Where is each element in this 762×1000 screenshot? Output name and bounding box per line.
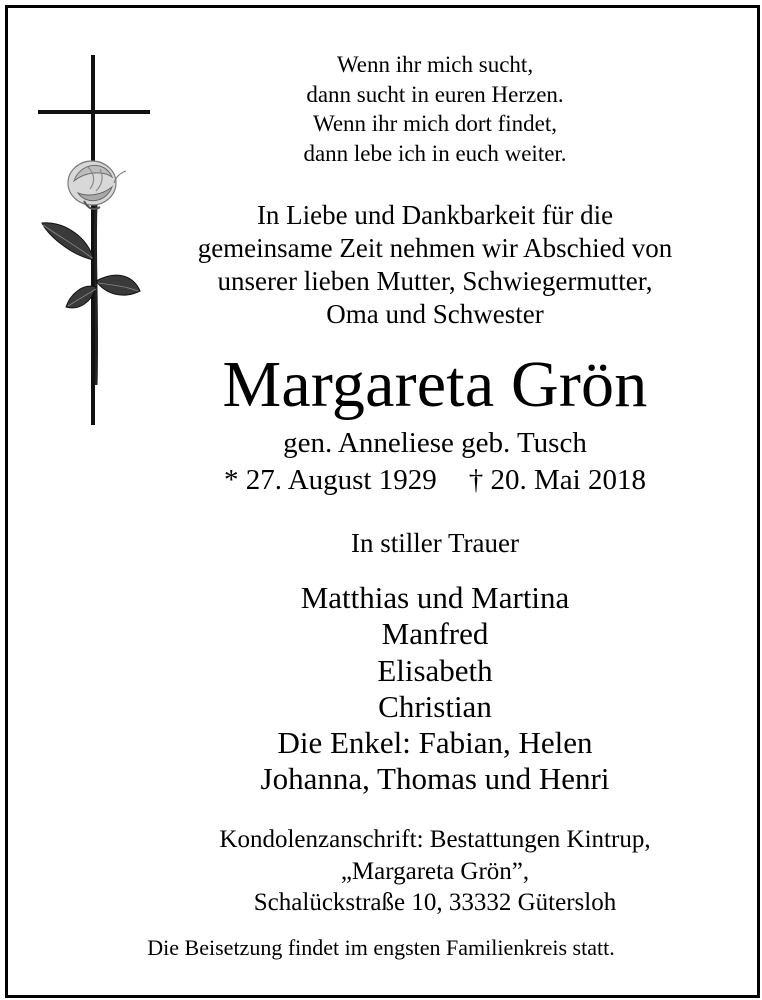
birth-date: * 27. August 1929 xyxy=(224,464,437,496)
poem xyxy=(160,50,710,168)
burial-note: Die Beisetzung findet im engsten Familienkreis statt. xyxy=(147,935,615,960)
poem-line: Wenn ihr mich dort findet, xyxy=(312,111,558,136)
mourning-intro: In stiller Trauer xyxy=(351,528,519,558)
death-date: † 20. Mai 2018 xyxy=(468,464,646,496)
cross-with-rose-icon xyxy=(30,55,160,435)
poem-line: dann lebe ich in euch weiter. xyxy=(303,140,567,166)
intro-line: In Liebe und Dankbarkeit für die xyxy=(256,200,614,230)
condolence-address xyxy=(160,824,710,919)
deceased-subtitle: gen. Anneliese geb. Tusch xyxy=(283,427,587,459)
mourner-name: Die Enkel: Fabian, Helen xyxy=(277,725,593,761)
address-line: Schalückstraße 10, 33332 Gütersloh xyxy=(253,889,617,916)
farewell-intro xyxy=(160,199,710,331)
mourner-name: Matthias und Martina xyxy=(300,580,570,615)
mourners-list xyxy=(160,580,710,798)
poem-line: Wenn ihr mich sucht, xyxy=(336,52,534,77)
deceased-name: Margareta Grön xyxy=(222,348,648,421)
mourner-name: Elisabeth xyxy=(377,652,493,688)
intro-line: gemeinsame Zeit nehmen wir Abschied von xyxy=(197,233,673,263)
poem-line: dann sucht in euren Herzen. xyxy=(306,81,564,107)
intro-line: Oma und Schwester xyxy=(326,299,544,329)
mourner-name: Christian xyxy=(378,688,492,724)
mourner-name: Manfred xyxy=(381,616,489,652)
address-line: Kondolenzanschrift: Bestattungen Kintrup, xyxy=(219,826,651,853)
address-line: „Margareta Grön”, xyxy=(340,857,530,885)
life-dates xyxy=(160,462,710,498)
mourner-name: Johanna, Thomas und Henri xyxy=(260,761,610,797)
intro-line: unserer lieben Mutter, Schwiegermutter, xyxy=(217,266,653,296)
